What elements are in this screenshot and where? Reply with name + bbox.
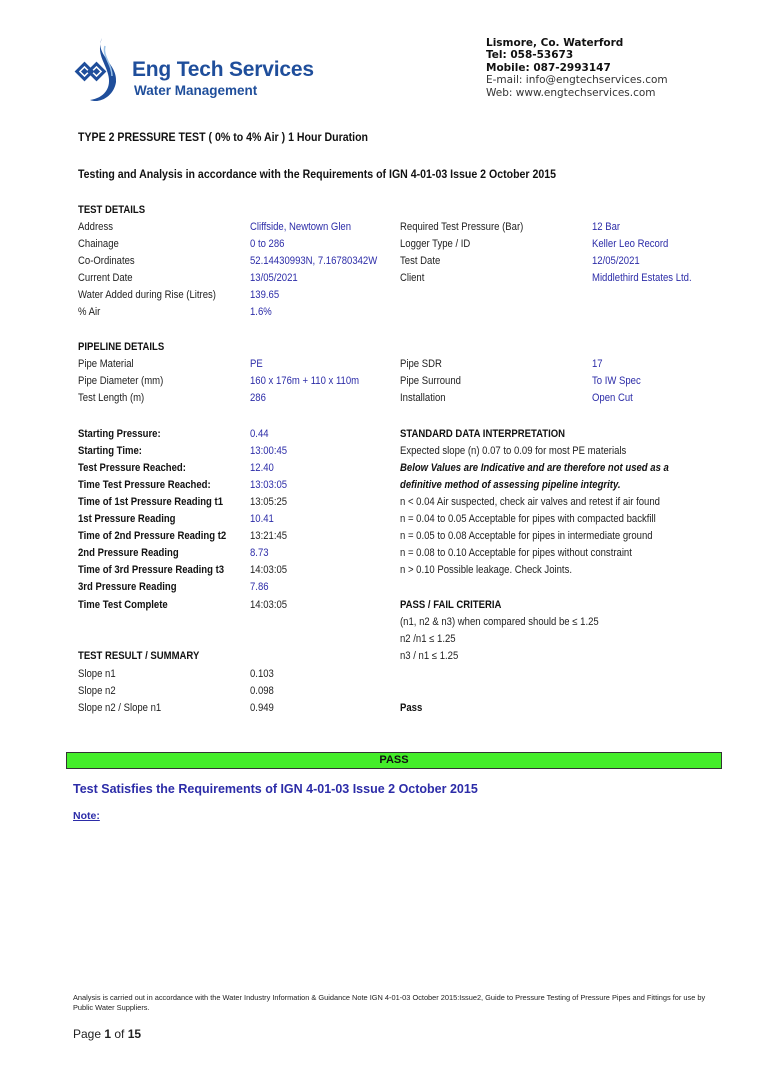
pipe-material-label: Pipe Material <box>78 358 134 370</box>
slope-n2-label: Slope n2 <box>78 685 116 697</box>
time-test-complete-value: 14:03:05 <box>250 599 288 611</box>
required-pressure-value: 12 Bar <box>592 221 621 233</box>
contact-address: Lismore, Co. Waterford <box>486 37 624 49</box>
summary-heading: TEST RESULT / SUMMARY <box>78 650 200 662</box>
required-pressure-label: Required Test Pressure (Bar) <box>400 221 524 233</box>
test-length-label: Test Length (m) <box>78 392 145 404</box>
air-percent-value: 1.6% <box>250 306 272 318</box>
pipe-sdr-label: Pipe SDR <box>400 358 442 370</box>
time-reading-t2-label: Time of 2nd Pressure Reading t2 <box>78 530 227 542</box>
footer-disclaimer: Analysis is carried out in accordance with the Water Industry Information & Guidance Note IGN 4-01-03 October 2015:Issue2, Guide to Pressure Testing of Pressure Pipes and Fittings for use by Public Water Suppliers. <box>73 993 706 1012</box>
reading-3-value: 7.86 <box>250 581 269 593</box>
page-current: 1 <box>104 1027 112 1041</box>
current-date-value: 13/05/2021 <box>250 272 298 284</box>
time-reading-t1-label: Time of 1st Pressure Reading t1 <box>78 496 224 508</box>
client-label: Client <box>400 272 425 284</box>
current-date-label: Current Date <box>78 272 133 284</box>
time-reading-t1-value: 13:05:25 <box>250 496 288 508</box>
time-reading-t3-value: 14:03:05 <box>250 564 288 576</box>
coordinates-label: Co-Ordinates <box>78 255 135 267</box>
criteria-line-1: (n1, n2 & n3) when compared should be ≤ 1.25 <box>400 616 599 628</box>
logger-label: Logger Type / ID <box>400 238 471 250</box>
test-pressure-reached-label: Test Pressure Reached: <box>78 462 186 474</box>
contact-block <box>486 37 668 99</box>
document-title: TYPE 2 PRESSURE TEST ( 0% to 4% Air ) 1 Hour Duration <box>78 132 369 144</box>
interpretation-heading: STANDARD DATA INTERPRETATION <box>400 428 566 440</box>
pipe-diameter-value: 160 x 176m + 110 x 110m <box>250 375 360 387</box>
criteria-heading: PASS / FAIL CRITERIA <box>400 599 502 611</box>
test-date-label: Test Date <box>400 255 441 267</box>
test-date-value: 12/05/2021 <box>592 255 640 267</box>
contact-web[interactable]: Web: www.engtechservices.com <box>486 86 656 99</box>
rule-2: n = 0.04 to 0.05 Acceptable for pipes with compacted backfill <box>400 513 656 525</box>
reading-1-label: 1st Pressure Reading <box>78 513 176 525</box>
pipeline-details-heading: PIPELINE DETAILS <box>78 341 165 353</box>
time-test-pressure-reached-label: Time Test Pressure Reached: <box>78 479 211 491</box>
coordinates-value: 52.14430993N, 7.16780342W <box>250 255 378 267</box>
disclaimer-line-1: Below Values are Indicative and are therefore not used as a <box>400 462 669 474</box>
contact-mobile: Mobile: 087-2993147 <box>486 61 611 74</box>
rule-4: n = 0.08 to 0.10 Acceptable for pipes without constraint <box>400 547 632 559</box>
slope-n1-label: Slope n1 <box>78 668 116 680</box>
company-name: Eng Tech Services <box>132 58 314 81</box>
client-value: Middlethird Estates Ltd. <box>592 272 692 284</box>
note-label: Note: <box>73 810 100 822</box>
criteria-line-2: n2 /n1 ≤ 1.25 <box>400 633 456 645</box>
slope-ratio-label: Slope n2 / Slope n1 <box>78 702 162 714</box>
starting-time-label: Starting Time: <box>78 445 142 457</box>
pass-result-bar: PASS <box>66 752 722 769</box>
time-reading-t2-value: 13:21:45 <box>250 530 288 542</box>
address-label: Address <box>78 221 113 233</box>
test-length-value: 286 <box>250 392 266 404</box>
rule-5: n > 0.10 Possible leakage. Check Joints. <box>400 564 572 576</box>
reading-3-label: 3rd Pressure Reading <box>78 581 177 593</box>
starting-pressure-label: Starting Pressure: <box>78 428 161 440</box>
water-drop-logo-icon <box>72 36 132 106</box>
contact-email[interactable]: E-mail: info@engtechservices.com <box>486 74 668 87</box>
company-tagline: Water Management <box>134 83 258 98</box>
document-subtitle: Testing and Analysis in accordance with the Requirements of IGN 4-01-03 Issue 2 October 2015 <box>78 169 557 181</box>
time-test-pressure-reached-value: 13:03:05 <box>250 479 288 491</box>
expected-slope: Expected slope (n) 0.07 to 0.09 for most PE materials <box>400 445 627 457</box>
chainage-label: Chainage <box>78 238 119 250</box>
contact-tel: Tel: 058-53673 <box>486 49 574 62</box>
chainage-value: 0 to 286 <box>250 238 285 250</box>
criteria-result: Pass <box>400 702 423 714</box>
rule-3: n = 0.05 to 0.08 Acceptable for pipes in intermediate ground <box>400 530 653 542</box>
pipe-surround-value: To IW Spec <box>592 375 641 387</box>
slope-n2-value: 0.098 <box>250 685 274 697</box>
logger-value: Keller Leo Record <box>592 238 669 250</box>
installation-value: Open Cut <box>592 392 633 404</box>
reading-2-value: 8.73 <box>250 547 269 559</box>
page-total: 15 <box>127 1027 142 1041</box>
pipe-sdr-value: 17 <box>592 358 603 370</box>
satisfies-statement: Test Satisfies the Requirements of IGN 4-01-03 Issue 2 October 2015 <box>73 782 478 796</box>
installation-label: Installation <box>400 392 446 404</box>
water-added-value: 139.65 <box>250 289 280 301</box>
disclaimer-line-2: definitive method of assessing pipeline integrity. <box>400 479 621 491</box>
pipe-surround-label: Pipe Surround <box>400 375 461 387</box>
rule-1: n < 0.04 Air suspected, check air valves and retest if air found <box>400 496 660 508</box>
time-test-complete-label: Time Test Complete <box>78 599 168 611</box>
company-logo <box>72 36 322 106</box>
pipe-material-value: PE <box>250 358 263 370</box>
pipe-diameter-label: Pipe Diameter (mm) <box>78 375 164 387</box>
reading-1-value: 10.41 <box>250 513 274 525</box>
test-details-heading: TEST DETAILS <box>78 204 146 216</box>
slope-n1-value: 0.103 <box>250 668 274 680</box>
air-percent-label: % Air <box>78 306 101 318</box>
test-pressure-reached-value: 12.40 <box>250 462 274 474</box>
page-number <box>73 1027 141 1041</box>
starting-pressure-value: 0.44 <box>250 428 269 440</box>
starting-time-value: 13:00:45 <box>250 445 288 457</box>
reading-2-label: 2nd Pressure Reading <box>78 547 179 559</box>
criteria-line-3: n3 / n1 ≤ 1.25 <box>400 650 459 662</box>
page-prefix: Page <box>73 1027 105 1041</box>
slope-ratio-value: 0.949 <box>250 702 274 714</box>
time-reading-t3-label: Time of 3rd Pressure Reading t3 <box>78 564 225 576</box>
address-value: Cliffside, Newtown Glen <box>250 221 352 233</box>
water-added-label: Water Added during Rise (Litres) <box>78 289 216 301</box>
page-of: of <box>111 1027 128 1041</box>
